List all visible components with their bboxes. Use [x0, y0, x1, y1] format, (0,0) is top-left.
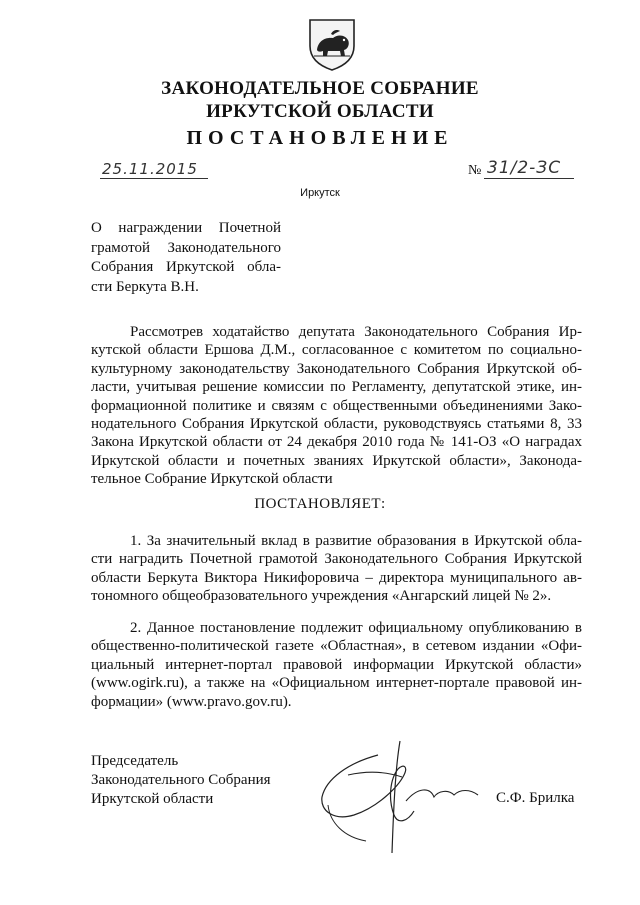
- irkutsk-coat-of-arms-icon: [304, 16, 360, 72]
- item-2-line: 2. Данное постановление подлежит официальному опубликованию в: [130, 620, 582, 636]
- city-name: Иркутск: [300, 187, 340, 199]
- preamble-line: Рассмотрев ходатайство депутата Законодательного Собрания Ир-: [130, 324, 582, 340]
- item-2-line: циальный интернет-портал правовой информации Иркутской области»: [91, 656, 582, 673]
- preamble-line: Закона Иркутской области от 24 декабря 2010 года № 141-ОЗ «О наградах: [91, 434, 582, 451]
- document-subject: [91, 219, 281, 297]
- date-underline: [100, 178, 208, 179]
- organization-region: ИРКУТСКОЙ ОБЛАСТИ: [206, 101, 434, 122]
- resolves-heading: ПОСТАНОВЛЯЕТ:: [254, 496, 386, 512]
- document-type: ПОСТАНОВЛЕНИЕ: [186, 127, 454, 149]
- subject-line: Собрания Иркутской обла-: [91, 259, 281, 275]
- number-sign: №: [468, 163, 482, 178]
- document-number: 31/2-ЗС: [487, 158, 562, 178]
- signatory-title: [91, 752, 271, 809]
- signatory-name: С.Ф. Брилка: [496, 790, 575, 806]
- signatory-title-line: Председатель: [91, 753, 179, 769]
- signatory-title-line: Законодательного Собрания: [91, 772, 271, 788]
- preamble-paragraph: [91, 323, 582, 489]
- preamble-line: формационной политике и связям с общественными объединениями Зако-: [91, 397, 582, 414]
- item-1-line: тономного общеобразовательного учреждения «Ангарский лицей № 2».: [91, 588, 552, 605]
- item-2-line: (www.ogirk.ru), а также на «Официальном интернет-портале правовой ин-: [91, 675, 582, 692]
- preamble-line: культурному законодательству Законодательного Собрания Иркутской об-: [91, 360, 582, 377]
- document-date: 25.11.2015: [102, 160, 198, 178]
- subject-line: сти Беркута В.Н.: [91, 278, 199, 295]
- item-1-line: сти наградить Почетной грамотой Законодательного Собрания Иркутской: [91, 551, 582, 568]
- preamble-line: Иркутской области и почетных званиях Иркутской области», Законода-: [91, 452, 582, 469]
- handwritten-signature: [308, 735, 498, 857]
- preamble-line: ласти, учитывая решение комиссии по Регламенту, депутатской этике, ин-: [91, 379, 582, 396]
- item-2-line: общественно-политической газете «Областная», в сетевом издании «Офи-: [91, 638, 582, 655]
- number-underline: [484, 178, 574, 179]
- item-1-line: 1. За значительный вклад в развитие образования в Иркутской обла-: [130, 533, 582, 549]
- organization-name: ЗАКОНОДАТЕЛЬНОЕ СОБРАНИЕ: [161, 78, 479, 99]
- item-2-paragraph: [91, 619, 582, 711]
- preamble-line: кутской области Ершова Д.М., согласованное с комитетом по социально-: [91, 342, 582, 359]
- preamble-line: тельное Собрание Иркутской области: [91, 471, 333, 488]
- subject-line: О награждении Почетной: [91, 220, 281, 236]
- item-1-line: области Беркута Виктора Никифоровича – директора муниципального ав-: [91, 569, 582, 586]
- subject-line: грамотой Законодательного: [91, 239, 281, 256]
- signatory-title-line: Иркутской области: [91, 791, 214, 807]
- preamble-line: нодательного Собрания Иркутской области, руководствуясь статьями 8, 33: [91, 416, 582, 433]
- item-1-paragraph: [91, 532, 582, 606]
- item-2-line: формации» (www.pravo.gov.ru).: [91, 693, 292, 710]
